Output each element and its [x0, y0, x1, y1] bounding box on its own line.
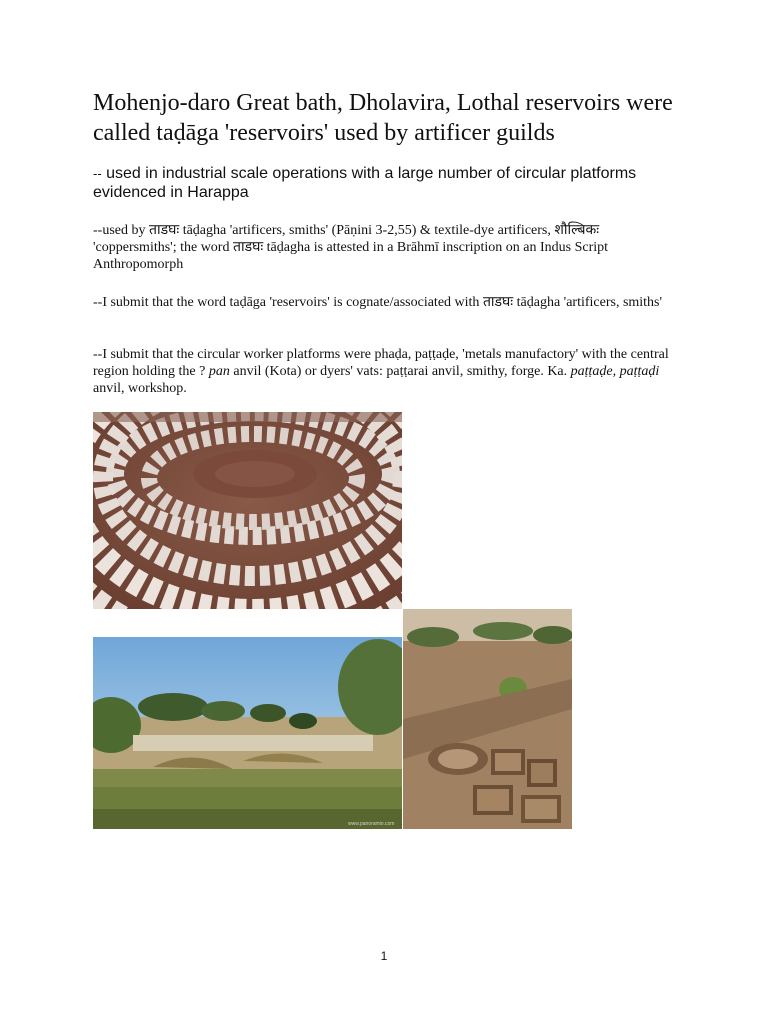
subtitle-lead: -- [93, 166, 102, 181]
excavation-site-photo [403, 609, 572, 829]
text-run: --I submit that the circular worker platforms were phaḍa, paṭṭaḍe, 'metals manufactory' with the central region holding the ? [93, 347, 669, 379]
page-number: 1 [380, 949, 388, 963]
photo-watermark: www.panoramio.com [348, 821, 395, 827]
text-run: tāḍagha is attested in a Brāhmī inscription on an Indus Script Anthropomorph [93, 240, 609, 272]
subtitle-text: used in industrial scale operations with a large number of circular platforms evidenced in Harappa [93, 165, 637, 201]
text-run: 'coppersmiths'; the word [93, 240, 233, 255]
devanagari-word: ताडघः [482, 295, 514, 310]
text-run: anvil, workshop. [93, 381, 187, 396]
text-run: --I submit that the word taḍāga 'reservoirs' is cognate/associated with [93, 295, 483, 310]
paragraph-platforms [93, 346, 683, 397]
paragraph-tadagha-usage [93, 222, 683, 273]
subtitle [93, 164, 693, 202]
italic-term: pan [208, 364, 230, 379]
paragraph-cognate [93, 294, 683, 311]
text-run: tāḍagha 'artificers, smiths' [513, 295, 663, 310]
devanagari-word: शौल्बिकः [554, 223, 600, 238]
text-run: tāḍagha 'artificers, smiths' (Pāṇini 3-2,55) & textile-dye artificers, [179, 223, 555, 238]
reservoir-landscape-photo [93, 637, 402, 829]
devanagari-word: ताडघः [149, 223, 180, 238]
devanagari-word: ताडघः [232, 240, 264, 255]
italic-term: paṭṭaḍe, paṭṭaḍi [570, 364, 660, 379]
circular-platform-photo [93, 412, 402, 609]
page-title: Mohenjo-daro Great bath, Dholavira, Lothal reservoirs were called taḍāga 'reservoirs' used by artificer guilds [93, 90, 673, 146]
text-run: --used by [93, 223, 149, 238]
text-run: anvil (Kota) or dyers' vats: paṭṭarai anvil, smithy, forge. Ka. [229, 364, 571, 379]
